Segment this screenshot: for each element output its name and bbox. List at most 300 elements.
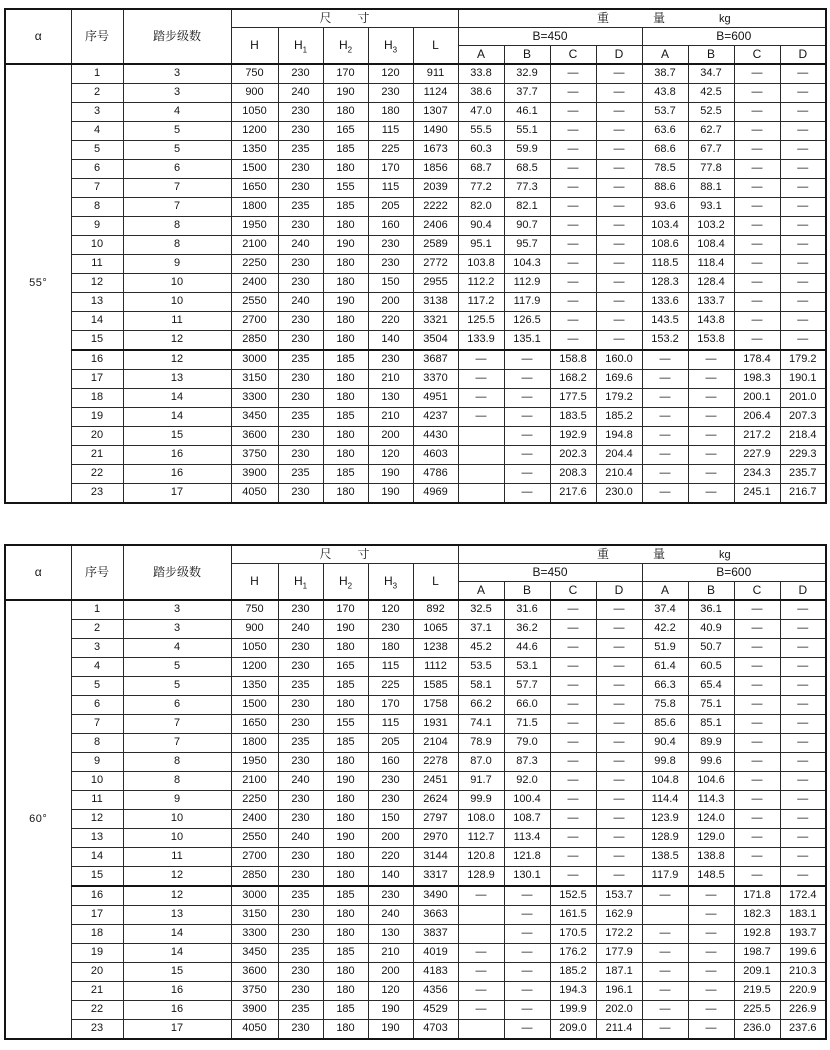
table-row xyxy=(5,963,826,982)
cell-r2-c1: 2 xyxy=(71,84,123,103)
cell-r13-c15: — xyxy=(780,829,826,848)
cell-r16-c8: — xyxy=(458,886,504,906)
cell-r23-c11: 230.0 xyxy=(596,484,642,504)
cell-r20-c3: 3600 xyxy=(231,427,278,446)
cell-r17-c13: — xyxy=(688,370,734,389)
cell-r1-c8: 32.5 xyxy=(458,600,504,620)
cell-r10-c6: 230 xyxy=(368,772,413,791)
cell-r12-c4: 230 xyxy=(278,274,323,293)
cell-r20-c5: 180 xyxy=(323,427,368,446)
cell-r1-c4: 230 xyxy=(278,600,323,620)
cell-r13-c4: 240 xyxy=(278,829,323,848)
col-header-b450-C: C xyxy=(550,46,596,65)
cell-r15-c12: 153.2 xyxy=(642,331,688,351)
cell-r6-c4: 230 xyxy=(278,696,323,715)
cell-r3-c9: 46.1 xyxy=(504,103,550,122)
cell-r6-c7: 1758 xyxy=(413,696,458,715)
cell-r7-c10: — xyxy=(550,715,596,734)
cell-r14-c2: 11 xyxy=(123,312,231,331)
cell-r6-c1: 6 xyxy=(71,696,123,715)
cell-r13-c2: 10 xyxy=(123,829,231,848)
cell-r12-c14: — xyxy=(734,274,780,293)
cell-r11-c10: — xyxy=(550,791,596,810)
cell-r11-c15: — xyxy=(780,791,826,810)
cell-r12-c1: 12 xyxy=(71,810,123,829)
cell-r21-c4: 230 xyxy=(278,446,323,465)
cell-r11-c2: 9 xyxy=(123,791,231,810)
alpha-value: 60° xyxy=(5,600,71,1039)
col-header-H2: $H_2$ xyxy=(323,28,368,65)
cell-r8-c11: — xyxy=(596,734,642,753)
cell-r18-c1: 18 xyxy=(71,389,123,408)
cell-r7-c6: 115 xyxy=(368,715,413,734)
cell-r2-c5: 190 xyxy=(323,84,368,103)
cell-r20-c12: — xyxy=(642,427,688,446)
cell-r5-c14: — xyxy=(734,141,780,160)
cell-r4-c14: — xyxy=(734,658,780,677)
cell-r4-c15: — xyxy=(780,122,826,141)
cell-r9-c2: 8 xyxy=(123,753,231,772)
cell-r9-c7: 2406 xyxy=(413,217,458,236)
cell-r19-c1: 19 xyxy=(71,944,123,963)
cell-r13-c12: 133.6 xyxy=(642,293,688,312)
cell-r1-c15: — xyxy=(780,64,826,84)
dimensions-group-header: 尺寸 xyxy=(231,545,458,564)
cell-r17-c5: 180 xyxy=(323,370,368,389)
cell-r18-c9: — xyxy=(504,925,550,944)
cell-r16-c9: — xyxy=(504,886,550,906)
table-row xyxy=(5,64,826,84)
cell-r14-c13: 138.8 xyxy=(688,848,734,867)
col-header-L: L xyxy=(413,28,458,65)
cell-r8-c8: 78.9 xyxy=(458,734,504,753)
cell-r4-c10: — xyxy=(550,658,596,677)
cell-r9-c9: 87.3 xyxy=(504,753,550,772)
cell-r19-c3: 3450 xyxy=(231,408,278,427)
cell-r2-c10: — xyxy=(550,620,596,639)
cell-r3-c8: 45.2 xyxy=(458,639,504,658)
cell-r5-c3: 1350 xyxy=(231,141,278,160)
cell-r10-c3: 2100 xyxy=(231,236,278,255)
cell-r16-c3: 3000 xyxy=(231,886,278,906)
cell-r10-c10: — xyxy=(550,772,596,791)
cell-r18-c13: — xyxy=(688,925,734,944)
cell-r20-c9: — xyxy=(504,427,550,446)
cell-r18-c11: 179.2 xyxy=(596,389,642,408)
cell-r12-c5: 180 xyxy=(323,274,368,293)
cell-r23-c3: 4050 xyxy=(231,484,278,504)
cell-r11-c2: 9 xyxy=(123,255,231,274)
cell-r1-c2: 3 xyxy=(123,64,231,84)
steps-column-header: 踏步级数 xyxy=(123,9,231,64)
cell-r8-c13: 89.9 xyxy=(688,734,734,753)
table-row xyxy=(5,848,826,867)
cell-r21-c11: 204.4 xyxy=(596,446,642,465)
cell-r5-c13: 65.4 xyxy=(688,677,734,696)
cell-r2-c6: 230 xyxy=(368,84,413,103)
cell-r8-c2: 7 xyxy=(123,198,231,217)
cell-r1-c9: 32.9 xyxy=(504,64,550,84)
cell-r3-c13: 52.5 xyxy=(688,103,734,122)
cell-r1-c3: 750 xyxy=(231,600,278,620)
cell-r8-c5: 185 xyxy=(323,198,368,217)
cell-r8-c8: 82.0 xyxy=(458,198,504,217)
cell-r5-c4: 235 xyxy=(278,141,323,160)
table-row xyxy=(5,408,826,427)
cell-r14-c7: 3321 xyxy=(413,312,458,331)
cell-r13-c6: 200 xyxy=(368,293,413,312)
cell-r20-c1: 20 xyxy=(71,427,123,446)
cell-r4-c15: — xyxy=(780,658,826,677)
cell-r3-c4: 230 xyxy=(278,103,323,122)
cell-r12-c8: 108.0 xyxy=(458,810,504,829)
cell-r5-c8: 58.1 xyxy=(458,677,504,696)
cell-r17-c6: 240 xyxy=(368,906,413,925)
cell-r23-c8 xyxy=(458,1020,504,1040)
cell-r6-c9: 68.5 xyxy=(504,160,550,179)
cell-r23-c7: 4703 xyxy=(413,1020,458,1040)
cell-r4-c3: 1200 xyxy=(231,122,278,141)
cell-r12-c13: 124.0 xyxy=(688,810,734,829)
cell-r17-c14: 182.3 xyxy=(734,906,780,925)
table-row xyxy=(5,370,826,389)
cell-r16-c5: 185 xyxy=(323,886,368,906)
cell-r4-c9: 53.1 xyxy=(504,658,550,677)
cell-r20-c10: 185.2 xyxy=(550,963,596,982)
col-header-L: L xyxy=(413,564,458,601)
cell-r5-c6: 225 xyxy=(368,141,413,160)
weight-group-header: 重量 kg xyxy=(458,9,826,28)
cell-r17-c8: — xyxy=(458,370,504,389)
cell-r6-c6: 170 xyxy=(368,160,413,179)
cell-r19-c6: 210 xyxy=(368,944,413,963)
cell-r23-c8 xyxy=(458,484,504,504)
cell-r8-c10: — xyxy=(550,734,596,753)
cell-r20-c14: 209.1 xyxy=(734,963,780,982)
col-header-b600-D: D xyxy=(780,582,826,601)
cell-r15-c4: 230 xyxy=(278,331,323,351)
table-row xyxy=(5,639,826,658)
cell-r5-c3: 1350 xyxy=(231,677,278,696)
cell-r6-c10: — xyxy=(550,696,596,715)
col-header-H3: $H_3$ xyxy=(368,28,413,65)
cell-r7-c9: 77.3 xyxy=(504,179,550,198)
cell-r2-c5: 190 xyxy=(323,620,368,639)
cell-r1-c4: 230 xyxy=(278,64,323,84)
cell-r7-c13: 88.1 xyxy=(688,179,734,198)
cell-r11-c9: 104.3 xyxy=(504,255,550,274)
cell-r3-c12: 53.7 xyxy=(642,103,688,122)
cell-r20-c12: — xyxy=(642,963,688,982)
cell-r11-c4: 230 xyxy=(278,791,323,810)
cell-r18-c5: 180 xyxy=(323,925,368,944)
cell-r18-c14: 200.1 xyxy=(734,389,780,408)
cell-r4-c4: 230 xyxy=(278,122,323,141)
cell-r20-c7: 4183 xyxy=(413,963,458,982)
cell-r12-c10: — xyxy=(550,274,596,293)
cell-r16-c5: 185 xyxy=(323,350,368,370)
cell-r8-c1: 8 xyxy=(71,198,123,217)
cell-r18-c15: 201.0 xyxy=(780,389,826,408)
cell-r12-c15: — xyxy=(780,274,826,293)
cell-r10-c2: 8 xyxy=(123,772,231,791)
cell-r7-c2: 7 xyxy=(123,179,231,198)
cell-r16-c13: — xyxy=(688,350,734,370)
cell-r22-c5: 185 xyxy=(323,1001,368,1020)
cell-r8-c4: 235 xyxy=(278,734,323,753)
cell-r2-c6: 230 xyxy=(368,620,413,639)
cell-r3-c1: 3 xyxy=(71,639,123,658)
cell-r6-c2: 6 xyxy=(123,160,231,179)
cell-r21-c8 xyxy=(458,446,504,465)
col-header-H1: $H_1$ xyxy=(278,564,323,601)
cell-r11-c5: 180 xyxy=(323,791,368,810)
cell-r16-c12: — xyxy=(642,886,688,906)
alpha-column-header: α xyxy=(5,545,71,600)
cell-r7-c5: 155 xyxy=(323,715,368,734)
cell-r6-c12: 75.8 xyxy=(642,696,688,715)
cell-r3-c2: 4 xyxy=(123,639,231,658)
cell-r17-c10: 161.5 xyxy=(550,906,596,925)
cell-r15-c8: 133.9 xyxy=(458,331,504,351)
col-header-b450-C: C xyxy=(550,582,596,601)
cell-r19-c8: — xyxy=(458,408,504,427)
cell-r13-c11: — xyxy=(596,293,642,312)
alpha-value: 55° xyxy=(5,64,71,503)
cell-r11-c14: — xyxy=(734,255,780,274)
cell-r13-c1: 13 xyxy=(71,293,123,312)
cell-r3-c13: 50.7 xyxy=(688,639,734,658)
cell-r11-c6: 230 xyxy=(368,791,413,810)
cell-r13-c7: 2970 xyxy=(413,829,458,848)
cell-r4-c11: — xyxy=(596,122,642,141)
cell-r10-c13: 104.6 xyxy=(688,772,734,791)
cell-r16-c8: — xyxy=(458,350,504,370)
cell-r4-c6: 115 xyxy=(368,122,413,141)
cell-r19-c9: — xyxy=(504,408,550,427)
cell-r6-c5: 180 xyxy=(323,160,368,179)
cell-r5-c12: 68.6 xyxy=(642,141,688,160)
cell-r12-c14: — xyxy=(734,810,780,829)
cell-r4-c10: — xyxy=(550,122,596,141)
cell-r1-c7: 892 xyxy=(413,600,458,620)
cell-r13-c7: 3138 xyxy=(413,293,458,312)
weight-unit: kg xyxy=(718,12,731,25)
cell-r9-c6: 160 xyxy=(368,753,413,772)
cell-r7-c1: 7 xyxy=(71,715,123,734)
cell-r23-c6: 190 xyxy=(368,484,413,504)
cell-r6-c3: 1500 xyxy=(231,160,278,179)
cell-r19-c6: 210 xyxy=(368,408,413,427)
dimensions-group-header: 尺寸 xyxy=(231,9,458,28)
cell-r10-c1: 10 xyxy=(71,236,123,255)
cell-r22-c15: 235.7 xyxy=(780,465,826,484)
cell-r23-c14: 245.1 xyxy=(734,484,780,504)
cell-r23-c2: 17 xyxy=(123,1020,231,1040)
cell-r2-c14: — xyxy=(734,620,780,639)
cell-r11-c8: 103.8 xyxy=(458,255,504,274)
cell-r4-c4: 230 xyxy=(278,658,323,677)
cell-r12-c10: — xyxy=(550,810,596,829)
cell-r9-c10: — xyxy=(550,217,596,236)
cell-r18-c13: — xyxy=(688,389,734,408)
cell-r20-c8 xyxy=(458,427,504,446)
cell-r7-c8: 77.2 xyxy=(458,179,504,198)
cell-r12-c2: 10 xyxy=(123,274,231,293)
cell-r20-c10: 192.9 xyxy=(550,427,596,446)
cell-r5-c1: 5 xyxy=(71,677,123,696)
cell-r9-c8: 87.0 xyxy=(458,753,504,772)
col-header-b450-B: B xyxy=(504,582,550,601)
cell-r23-c15: 216.7 xyxy=(780,484,826,504)
cell-r11-c3: 2250 xyxy=(231,255,278,274)
cell-r8-c6: 205 xyxy=(368,198,413,217)
cell-r22-c2: 16 xyxy=(123,465,231,484)
cell-r16-c7: 3687 xyxy=(413,350,458,370)
cell-r19-c15: 207.3 xyxy=(780,408,826,427)
cell-r19-c15: 199.6 xyxy=(780,944,826,963)
cell-r5-c8: 60.3 xyxy=(458,141,504,160)
cell-r15-c7: 3317 xyxy=(413,867,458,887)
cell-r16-c11: 160.0 xyxy=(596,350,642,370)
cell-r7-c15: — xyxy=(780,179,826,198)
cell-r15-c7: 3504 xyxy=(413,331,458,351)
cell-r22-c3: 3900 xyxy=(231,1001,278,1020)
cell-r7-c1: 7 xyxy=(71,179,123,198)
cell-r21-c12: — xyxy=(642,982,688,1001)
cell-r3-c11: — xyxy=(596,103,642,122)
cell-r16-c12: — xyxy=(642,350,688,370)
cell-r5-c13: 67.7 xyxy=(688,141,734,160)
cell-r11-c7: 2772 xyxy=(413,255,458,274)
cell-r14-c1: 14 xyxy=(71,848,123,867)
col-header-b600-B: B xyxy=(688,46,734,65)
cell-r22-c11: 202.0 xyxy=(596,1001,642,1020)
cell-r12-c13: 128.4 xyxy=(688,274,734,293)
cell-r18-c6: 130 xyxy=(368,925,413,944)
cell-r18-c1: 18 xyxy=(71,925,123,944)
cell-r22-c7: 4786 xyxy=(413,465,458,484)
cell-r15-c3: 2850 xyxy=(231,867,278,887)
cell-r3-c6: 180 xyxy=(368,103,413,122)
cell-r3-c11: — xyxy=(596,639,642,658)
cell-r10-c11: — xyxy=(596,236,642,255)
cell-r20-c2: 15 xyxy=(123,963,231,982)
table-row xyxy=(5,696,826,715)
cell-r10-c14: — xyxy=(734,236,780,255)
cell-r7-c3: 1650 xyxy=(231,179,278,198)
cell-r6-c15: — xyxy=(780,160,826,179)
cell-r14-c5: 180 xyxy=(323,848,368,867)
cell-r22-c1: 22 xyxy=(71,465,123,484)
cell-r13-c15: — xyxy=(780,293,826,312)
cell-r17-c15: 190.1 xyxy=(780,370,826,389)
cell-r18-c12: — xyxy=(642,925,688,944)
cell-r9-c12: 103.4 xyxy=(642,217,688,236)
cell-r7-c3: 1650 xyxy=(231,715,278,734)
cell-r4-c7: 1490 xyxy=(413,122,458,141)
cell-r5-c10: — xyxy=(550,141,596,160)
table-row xyxy=(5,715,826,734)
cell-r1-c8: 33.8 xyxy=(458,64,504,84)
cell-r21-c10: 194.3 xyxy=(550,982,596,1001)
table-row xyxy=(5,734,826,753)
cell-r2-c9: 37.7 xyxy=(504,84,550,103)
cell-r3-c1: 3 xyxy=(71,103,123,122)
cell-r9-c7: 2278 xyxy=(413,753,458,772)
col-header-b600-B: B xyxy=(688,582,734,601)
cell-r13-c9: 117.9 xyxy=(504,293,550,312)
cell-r13-c14: — xyxy=(734,829,780,848)
cell-r15-c15: — xyxy=(780,867,826,887)
cell-r14-c15: — xyxy=(780,848,826,867)
cell-r14-c13: 143.8 xyxy=(688,312,734,331)
cell-r14-c9: 121.8 xyxy=(504,848,550,867)
cell-r13-c3: 2550 xyxy=(231,293,278,312)
cell-r8-c3: 1800 xyxy=(231,198,278,217)
cell-r15-c2: 12 xyxy=(123,331,231,351)
table-body-alpha-55 xyxy=(5,64,826,503)
cell-r20-c11: 194.8 xyxy=(596,427,642,446)
cell-r1-c11: — xyxy=(596,64,642,84)
cell-r15-c5: 180 xyxy=(323,331,368,351)
cell-r13-c4: 240 xyxy=(278,293,323,312)
table-row xyxy=(5,620,826,639)
cell-r13-c8: 117.2 xyxy=(458,293,504,312)
cell-r9-c15: — xyxy=(780,217,826,236)
cell-r11-c8: 99.9 xyxy=(458,791,504,810)
cell-r4-c5: 165 xyxy=(323,658,368,677)
cell-r10-c7: 2589 xyxy=(413,236,458,255)
table-row xyxy=(5,867,826,887)
cell-r21-c6: 120 xyxy=(368,982,413,1001)
cell-r9-c4: 230 xyxy=(278,217,323,236)
cell-r5-c9: 57.7 xyxy=(504,677,550,696)
b600-group-header: B=600 xyxy=(642,28,826,46)
cell-r21-c9: — xyxy=(504,446,550,465)
cell-r1-c12: 37.4 xyxy=(642,600,688,620)
cell-r18-c4: 230 xyxy=(278,389,323,408)
cell-r23-c6: 190 xyxy=(368,1020,413,1040)
cell-r3-c7: 1238 xyxy=(413,639,458,658)
cell-r14-c9: 126.5 xyxy=(504,312,550,331)
cell-r20-c8: — xyxy=(458,963,504,982)
cell-r9-c5: 180 xyxy=(323,217,368,236)
table-row xyxy=(5,160,826,179)
cell-r19-c12: — xyxy=(642,944,688,963)
cell-r1-c1: 1 xyxy=(71,600,123,620)
cell-r12-c6: 150 xyxy=(368,810,413,829)
cell-r2-c2: 3 xyxy=(123,84,231,103)
cell-r10-c8: 91.7 xyxy=(458,772,504,791)
cell-r17-c14: 198.3 xyxy=(734,370,780,389)
cell-r16-c11: 153.7 xyxy=(596,886,642,906)
cell-r17-c5: 180 xyxy=(323,906,368,925)
cell-r12-c11: — xyxy=(596,274,642,293)
cell-r23-c14: 236.0 xyxy=(734,1020,780,1040)
cell-r10-c11: — xyxy=(596,772,642,791)
cell-r12-c12: 128.3 xyxy=(642,274,688,293)
cell-r12-c4: 230 xyxy=(278,810,323,829)
cell-r23-c5: 180 xyxy=(323,484,368,504)
cell-r21-c1: 21 xyxy=(71,446,123,465)
cell-r4-c11: — xyxy=(596,658,642,677)
cell-r6-c14: — xyxy=(734,696,780,715)
cell-r9-c3: 1950 xyxy=(231,753,278,772)
cell-r18-c5: 180 xyxy=(323,389,368,408)
cell-r4-c2: 5 xyxy=(123,122,231,141)
cell-r20-c13: — xyxy=(688,963,734,982)
